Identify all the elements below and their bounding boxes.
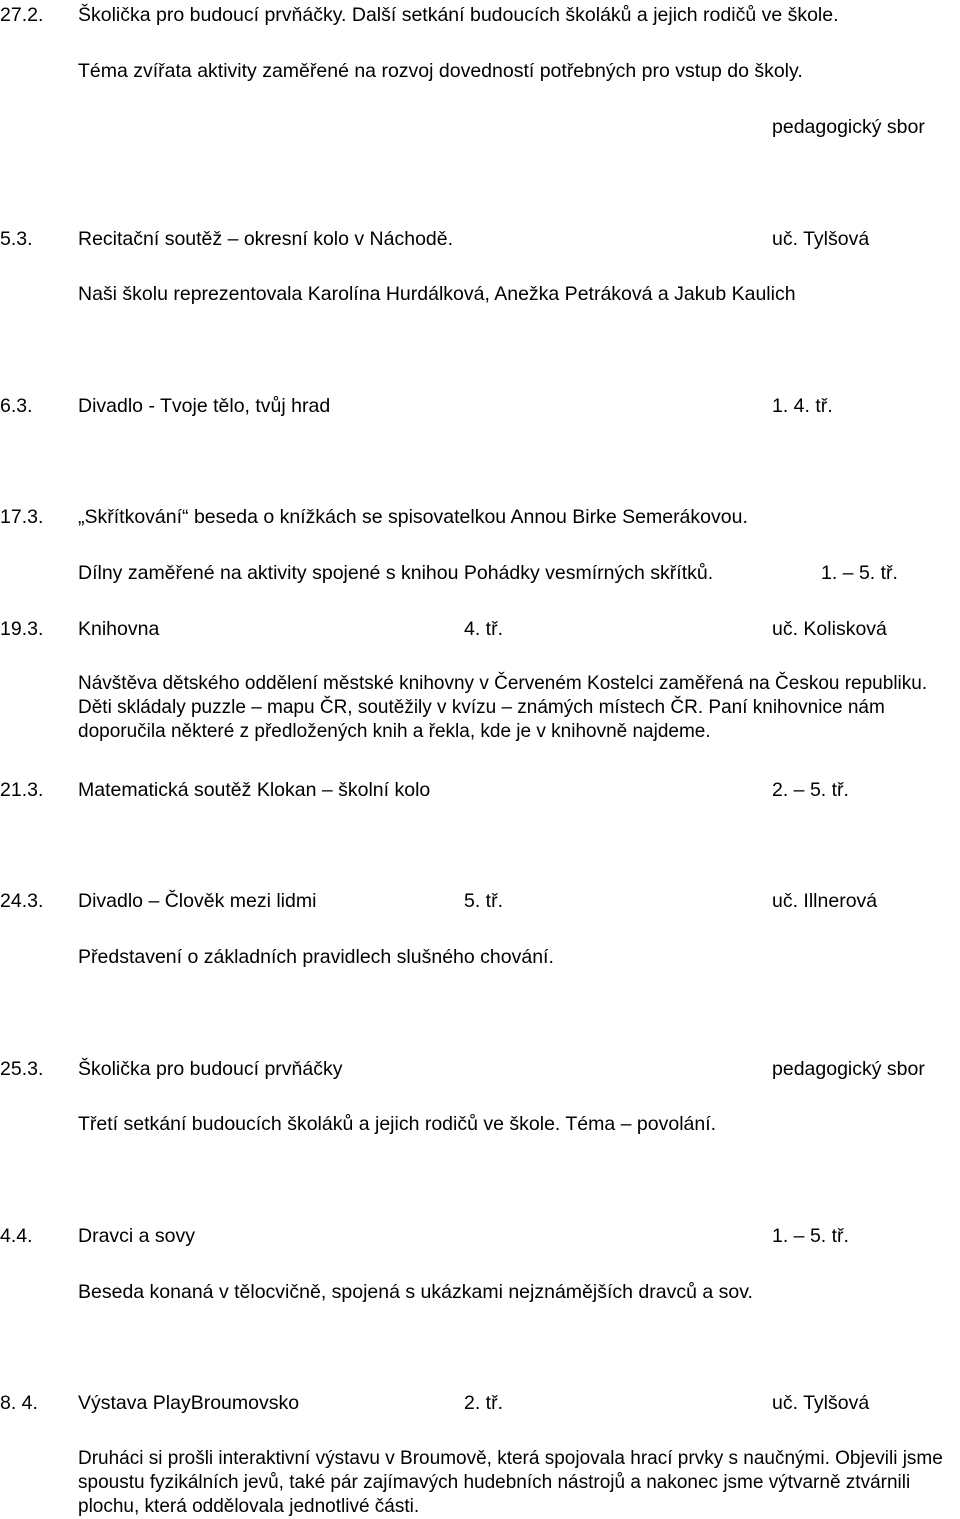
entry-teacher: pedagogický sbor (772, 116, 925, 138)
entry-classes: 4. tř. (464, 618, 504, 640)
entry-description: Naši školu reprezentovala Karolína Hurdálková, Anežka Petráková a Jakub Kaulich (78, 283, 796, 305)
entry-classes: 2. tř. (464, 1392, 504, 1414)
entry-description: Třetí setkání budoucích školáků a jejich rodičů ve škole. Téma – povolání. (78, 1113, 717, 1135)
entry-title: Matematická soutěž Klokan – školní kolo (78, 779, 431, 801)
entry-teacher: uč. Tylšová (772, 228, 870, 250)
entry-title: Školička pro budoucí prvňáčky (78, 1058, 343, 1080)
entry-title: „Skřítkování“ beseda o knížkách se spisovatelkou Annou Birke Semerákovou. (78, 506, 748, 528)
entry-classes: 1. – 5. tř. (772, 1225, 849, 1247)
entry-title: Recitační soutěž – okresní kolo v Náchodě. (78, 228, 454, 250)
entry-date: 24.3. (0, 890, 44, 912)
entry-title: Školička pro budoucí prvňáčky. Další setkání budoucích školáků a jejich rodičů ve škole. (78, 4, 839, 26)
entry-date: 4.4. (0, 1225, 33, 1247)
entry-description: Návštěva dětského oddělení městské knihovny v Červeném Kostelci zaměřená na Českou republiku. Děti skládaly puzzle – mapu ČR, soutěžily v kvízu – známých místech ČR. Paní knihovnice nám doporučila některé z předložených knih a řekla, kde je v knihovně najdeme. (78, 673, 928, 742)
entry-description: Beseda konaná v tělocvičně, spojená s ukázkami nejznámějších dravců a sov. (78, 1281, 753, 1303)
entry-title: Divadlo - Tvoje tělo, tvůj hrad (78, 395, 331, 417)
entry-description: Druháci si prošli interaktivní výstavu v Broumově, která spojovala hrací prvky s naučnými. Objevili jsme spoustu fyzikálních jevů, také pár zajímavých hudebních nástrojů a nakonec jsme výtvarně ztvárnili plochu, která oddělovala jednotlivé části. (78, 1448, 943, 1517)
entry-classes: 1. – 5. tř. (821, 562, 898, 584)
entry-date: 25.3. (0, 1058, 44, 1080)
entry-classes: 1. 4. tř. (772, 395, 833, 417)
entry-teacher: uč. Kolisková (772, 618, 887, 640)
entry-classes: 5. tř. (464, 890, 504, 912)
entry-classes: 2. – 5. tř. (772, 779, 849, 801)
entry-title: Výstava PlayBroumovsko (78, 1392, 300, 1414)
entry-date: 17.3. (0, 506, 44, 528)
entry-title: Knihovna (78, 618, 160, 640)
entry-date: 21.3. (0, 779, 44, 801)
entry-teacher: pedagogický sbor (772, 1058, 925, 1080)
entry-description: Dílny zaměřené na aktivity spojené s knihou Pohádky vesmírných skřítků. (78, 562, 714, 584)
entry-title: Divadlo – Člověk mezi lidmi (78, 890, 317, 912)
entry-description: Téma zvířata aktivity zaměřené na rozvoj dovedností potřebných pro vstup do školy. (78, 60, 803, 82)
entry-teacher: uč. Tylšová (772, 1392, 870, 1414)
entry-date: 5.3. (0, 228, 33, 250)
entry-date: 8. 4. (0, 1392, 38, 1414)
entry-teacher: uč. Illnerová (772, 890, 878, 912)
entry-date: 27.2. (0, 4, 44, 26)
entry-title: Dravci a sovy (78, 1225, 196, 1247)
entry-date: 6.3. (0, 395, 33, 417)
entry-date: 19.3. (0, 618, 44, 640)
entry-description: Představení o základních pravidlech slušného chování. (78, 946, 554, 968)
